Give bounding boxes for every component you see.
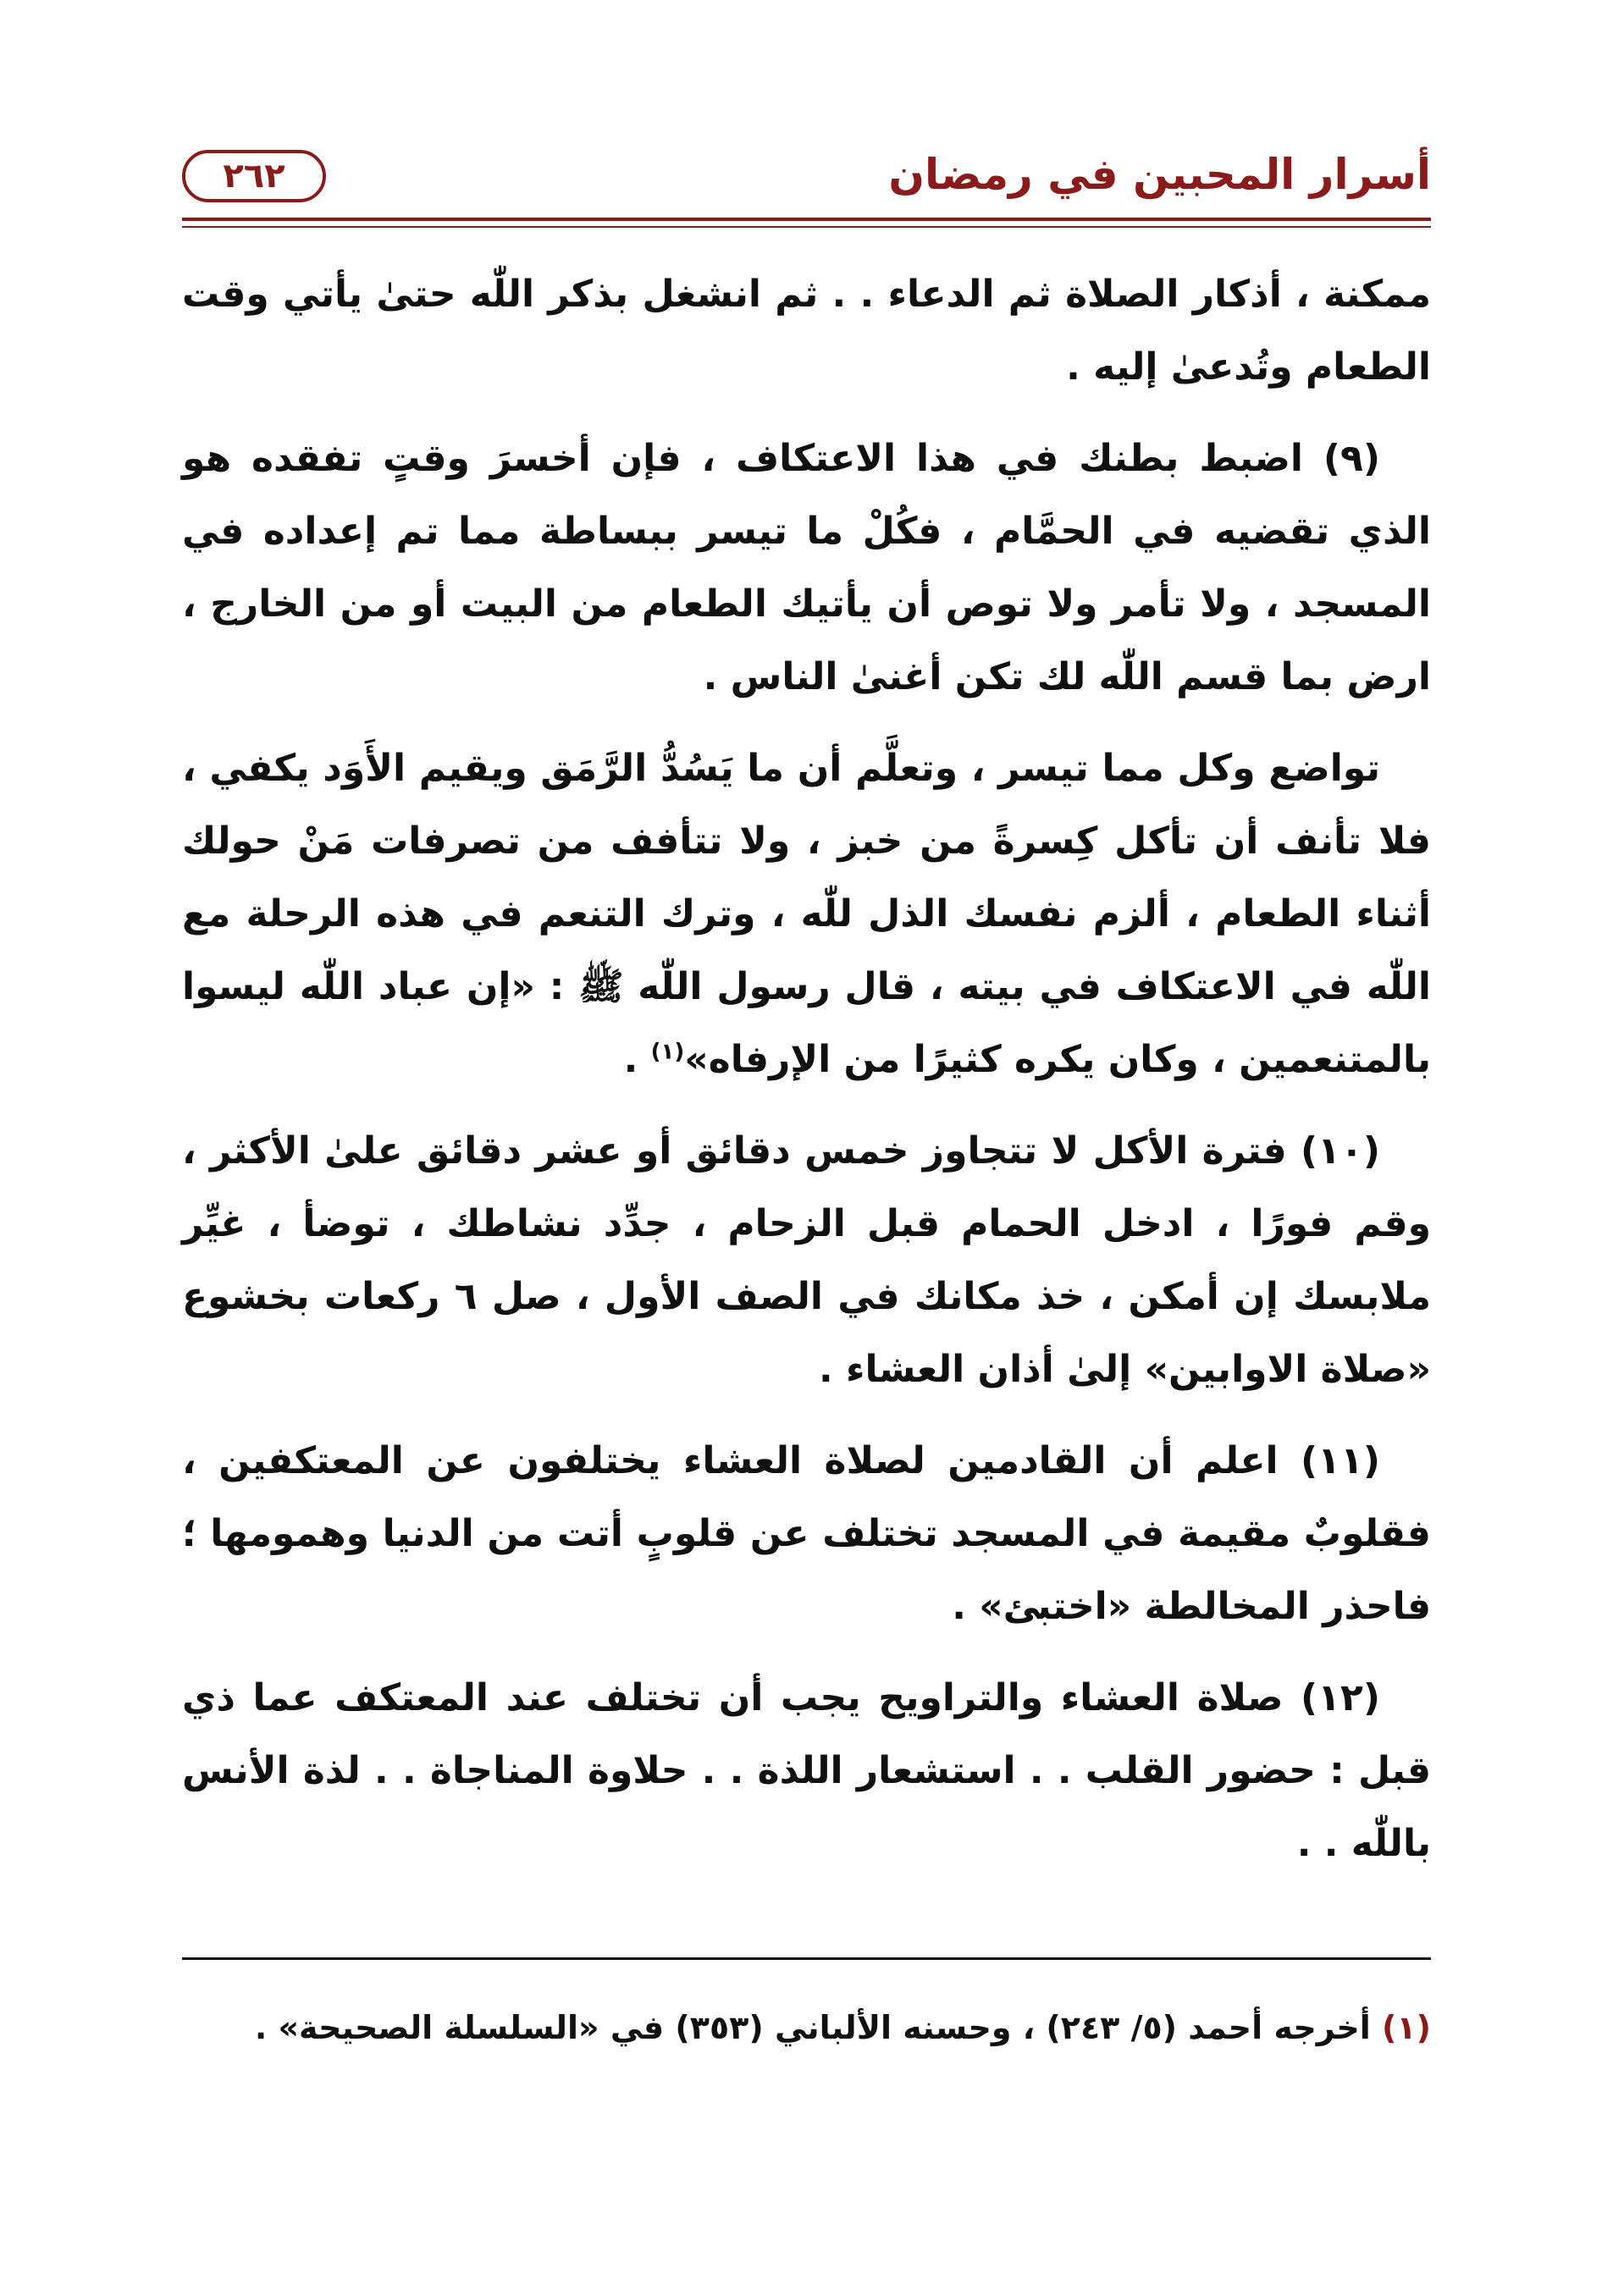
footnote-text: أخرجه أحمد (٥/ ٢٤٣) ، وحسنه الألباني (٣٥٣) في «السلسلة الصحيحة» . <box>254 2009 1383 2046</box>
paragraph-continuation: ممكنة ، أذكار الصلاة ثم الدعاء . . ثم انشغل بذكر اللّٰه حتىٰ يأتي وقت الطعام وتُدعىٰ إليه . <box>182 273 1431 389</box>
running-title: أسرار المحبين في رمضان <box>888 150 1431 199</box>
paragraph-item-9: (٩) اضبط بطنك في هذا الاعتكاف ، فإن أخسرَ وقتٍ تفقده هو الذي تقضيه في الحمَّام ، فكُلْ ما تيسر ببساطة مما تم إعداده في المسجد ، ولا تأمر ولا توص أن يأتيك الطعام من البيت أو من الخارج ، ارض بما قسم اللّٰه لك تكن أغنىٰ الناس . <box>182 437 1431 698</box>
paragraph-item-12: (١٢) صلاة العشاء والتراويح يجب أن تختلف عند المعتكف عما ذي قبل : حضور القلب . . استشعار اللذة . . حلاوة المناجاة . . لذة الأنس باللّٰه . . <box>182 1676 1431 1865</box>
hadith-quote: إن عباد اللّٰه ليسوا بالمتنعمين ، وكان يكره كثيرًا من الإرفاه <box>182 965 1431 1081</box>
main-text <box>182 258 1431 1899</box>
header-rule-thin <box>182 226 1431 228</box>
footnote-number: (١) <box>1382 2009 1431 2046</box>
footnote <box>182 2002 1431 2053</box>
page-header <box>182 140 1431 233</box>
quote-close: » <box>684 1038 709 1081</box>
paragraph-item-11: (١١) اعلم أن القادمين لصلاة العشاء يختلفون عن المعتكفين ، فقلوبٌ مقيمة في المسجد تختلف عن قلوبٍ أتت من الدنيا وهمومها ؛ فاحذر المخالطة «اختبئ» . <box>182 1439 1431 1628</box>
header-rule <box>182 218 1431 221</box>
paragraph-end: . <box>623 1038 651 1081</box>
page-number: ٢٦٢ <box>182 150 326 202</box>
paragraph-text: تواضع وكل مما تيسر ، وتعلَّم أن ما يَسُدُّ الرَّمَق ويقيم الأَوَد يكفي ، فلا تأنف أن تأكل كِسرةً من خبز ، ولا تتأفف من تصرفات مَنْ حولك أثناء الطعام ، ألزم نفسك الذل للّٰه ، وترك التنعم في هذه الرحلة مع اللّٰه في الاعتكاف في بيته ، قال رسول اللّٰه ﷺ : « <box>182 747 1432 1008</box>
footnote-reference[interactable]: (١) <box>650 1039 685 1065</box>
paragraph-item-10: (١٠) فترة الأكل لا تتجاوز خمس دقائق أو عشر دقائق علىٰ الأكثر ، وقم فورًا ، ادخل الحمام قبل الزحام ، جدِّد نشاطك ، توضأ ، غيِّر ملابسك إن أمكن ، خذ مكانك في الصف الأول ، صل ٦ ركعات بخشوع «صلاة الاوابين» إلىٰ أذان العشاء . <box>182 1129 1432 1391</box>
paragraph-humility <box>182 732 1431 1096</box>
footnote-separator <box>182 1957 1431 1960</box>
